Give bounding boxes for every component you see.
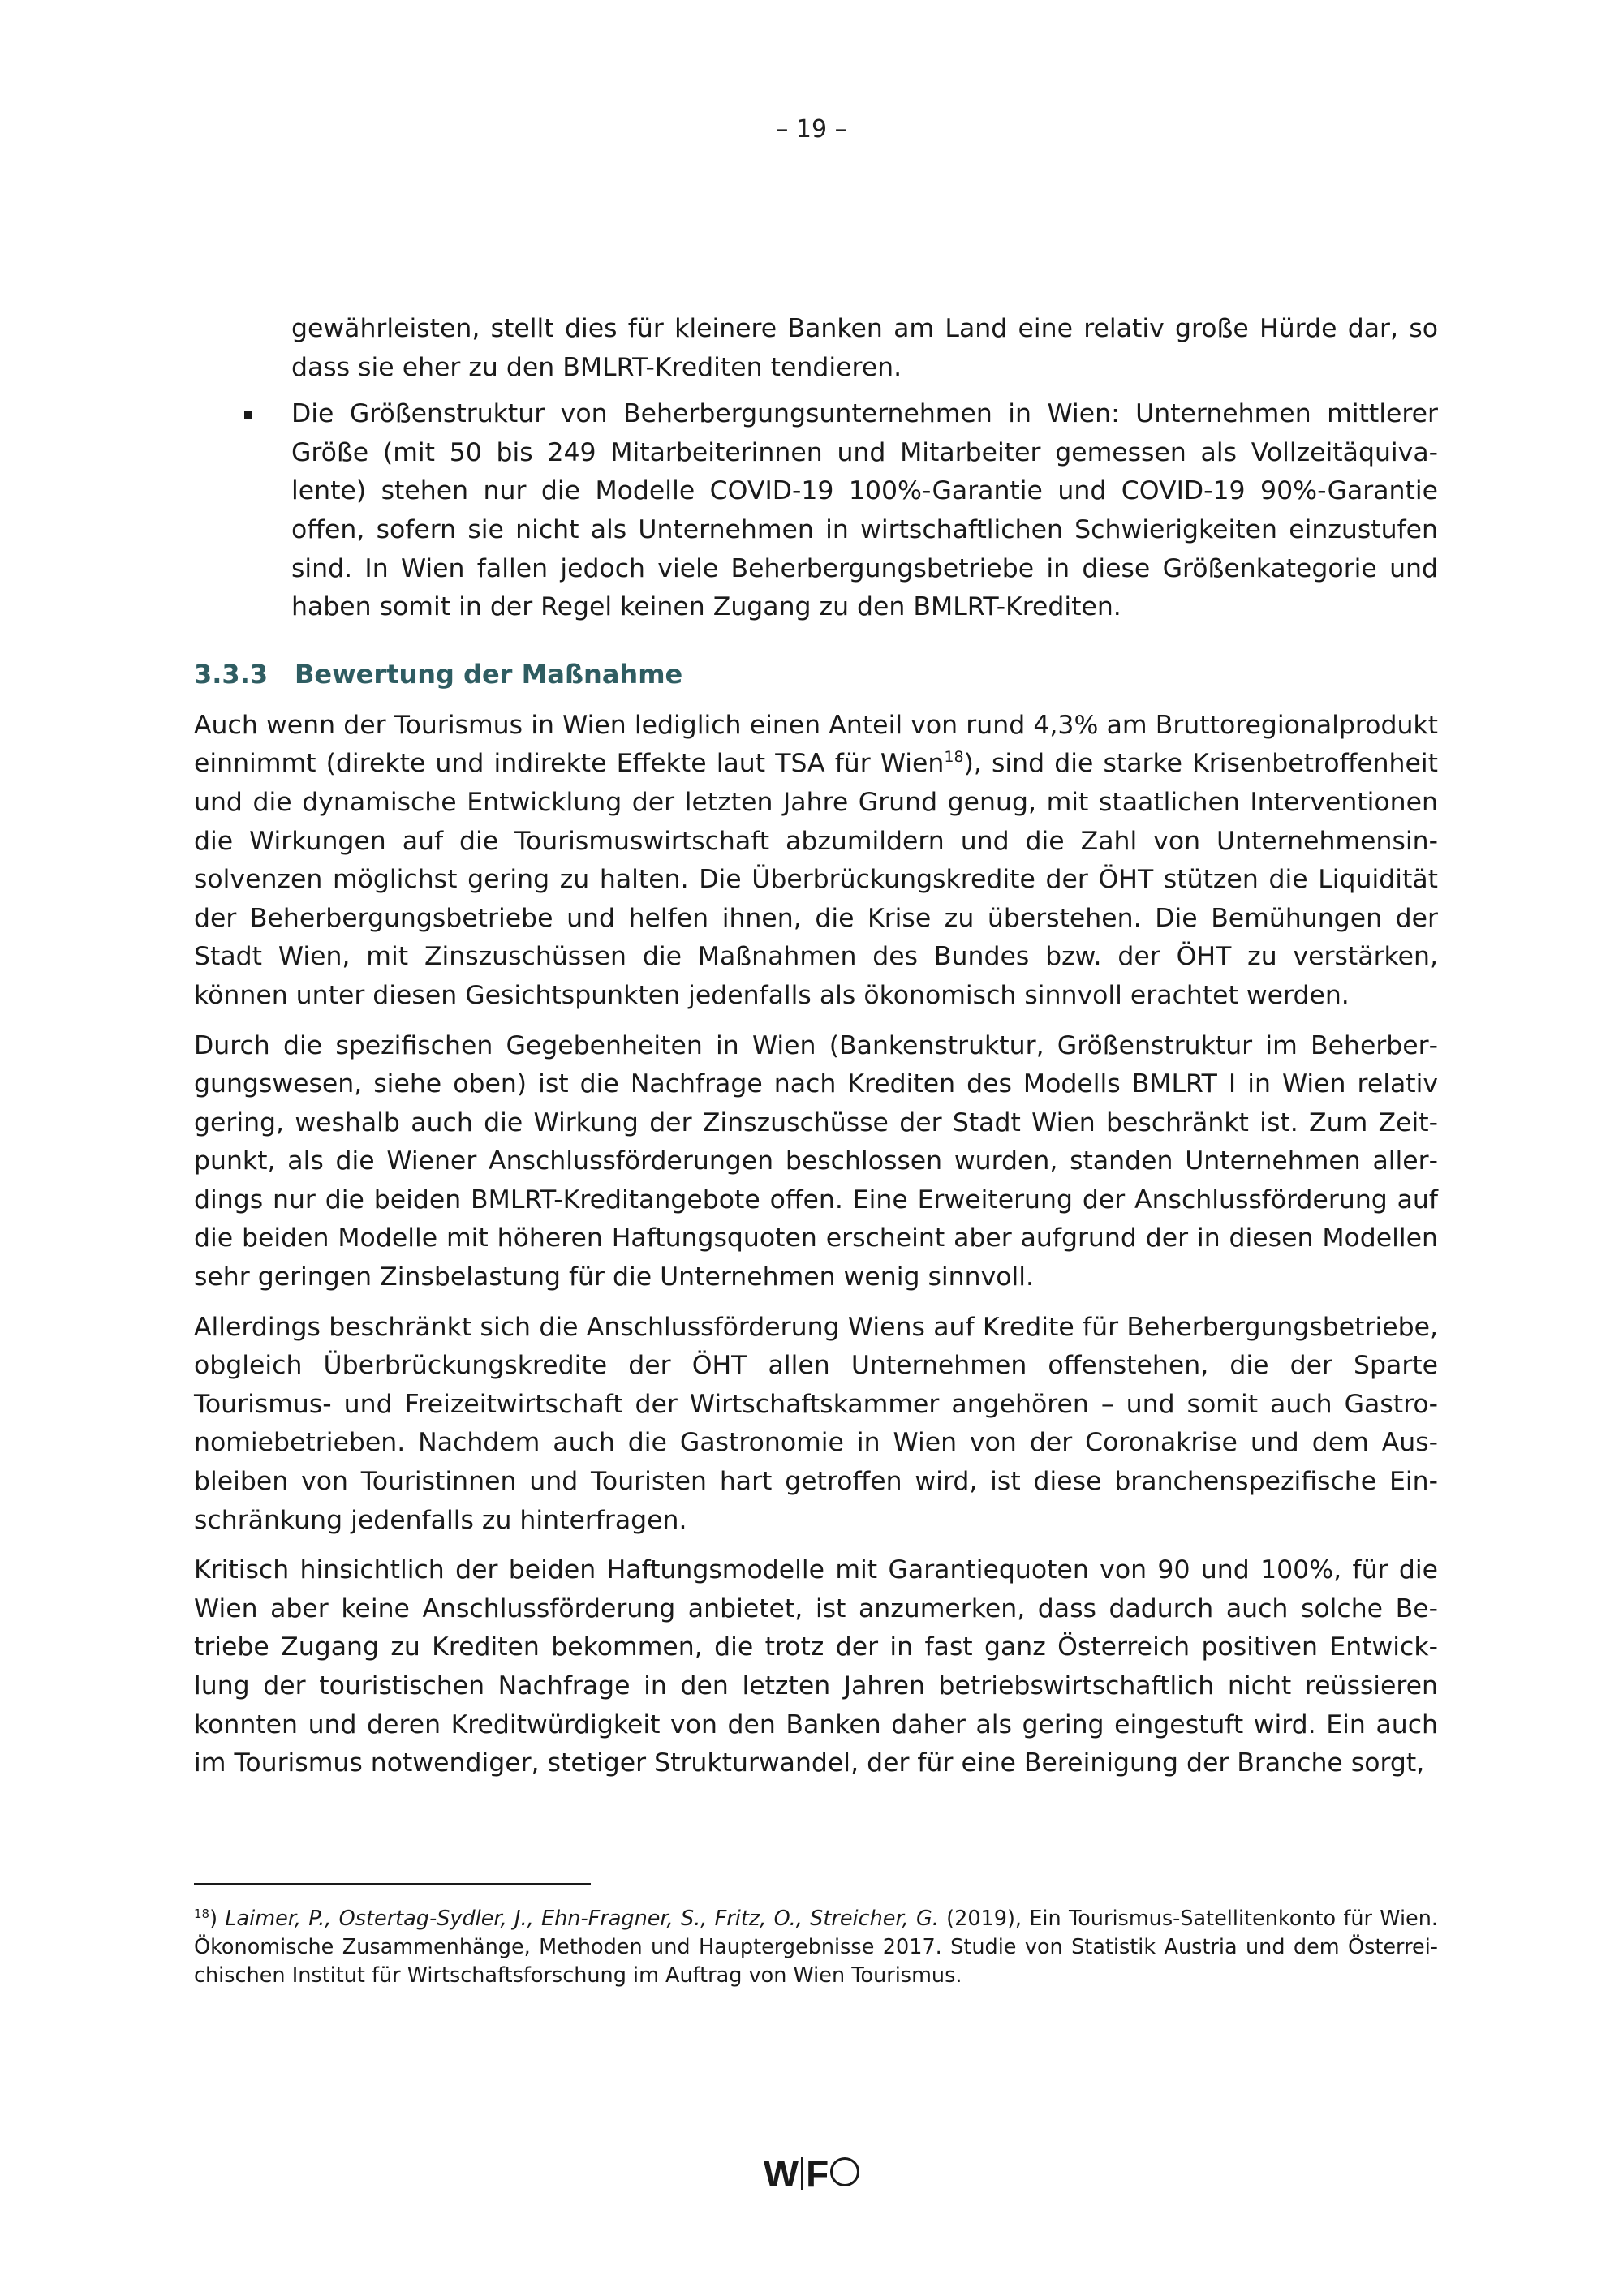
- logo-bar-icon: [801, 2157, 803, 2190]
- bullet-square-icon: [244, 411, 252, 419]
- list-item-text: Die Größenstruktur von Beherbergungsunternehmen in Wien: Unternehmen mittlerer Größe (mit 50 bis 249 Mitarbeiterinnen und Mitarbeiter gemessen als Vollzeitäquivalente) stehen nur die Modelle COVID-19 100%-Garantie und COVID-19 90%-Garantie offen, sofern sie nicht als Unternehmen in wirtschaftlichen Schwierigkeiten einzustufen sind. In Wien fallen jedoch viele Beherbergungsbetriebe in diese Größenkategorie und haben somit in der Regel keinen Zugang zu den BMLRT-Krediten.: [291, 399, 1438, 622]
- logo-ring-icon: [830, 2157, 859, 2186]
- section-heading: [194, 655, 1438, 694]
- paragraph-2: Durch die spezifischen Gegebenheiten in Wien (Bankenstruktur, Größenstruktur im Beherbergungswesen, siehe oben) ist die Nachfrage nach Krediten des Modells BMLRT I in Wien relativ gering, weshalb auch die Wirkung der Zinszuschüsse der Stadt Wien beschränkt ist. Zum Zeitpunkt, als die Wiener Anschlussförderungen beschlossen wurden, standen Unternehmen allerdings nur die beiden BMLRT-Kreditangebote offen. Eine Erweiterung der Anschlussförderung auf die beiden Modelle mit höheren Haftungsquoten erscheint aber aufgrund der in diesen Modellen sehr geringen Zinsbelastung für die Unternehmen wenig sinnvoll.: [194, 1030, 1438, 1292]
- section-title: Bewertung der Maßnahme: [295, 658, 683, 690]
- document-body: [194, 310, 1438, 1795]
- list-item: [194, 395, 1438, 627]
- logo-letter-f: F: [806, 2152, 829, 2195]
- paragraph-3: Allerdings beschränkt sich die Anschlussförderung Wiens auf Kredite für Beherbergungsbetriebe, obgleich Überbrückungskredite der ÖHT allen Unternehmen offenstehen, die der Sparte Tourismus- und Freizeitwirtschaft der Wirtschaftskammer angehören – und somit auch Gastronomiebetrieben. Nachdem auch die Gastronomie in Wien von der Coronakrise und dem Ausbleiben von Touristinnen und Touristen hart getroffen wird, ist diese branchenspezifische Einschränkung jedenfalls zu hinterfragen.: [194, 1312, 1438, 1535]
- footnote-marker: 18: [194, 1907, 210, 1921]
- bullet-list: [194, 395, 1438, 627]
- footnote: $^{18}$) Laimer, P., Ostertag-Sydler, J., Ehn-Fragner, S., Fritz, O., Streicher, G. (2019), Ein Tourismus-Satellitenkonto für Wien. Ökonomische Zusammenhänge, Methoden und Hauptergebnisse 2017. Studie von Statistik Austria und dem Österreichischen Institut für Wirtschaftsforschung im Auftrag von Wien Tourismus.: [194, 1907, 1438, 1988]
- paragraph-1: [194, 707, 1438, 1016]
- wifo-logo: [0, 2152, 1623, 2195]
- logo-letter-w: W: [763, 2152, 799, 2195]
- paragraph-1-text-a: Auch wenn der Tourismus in Wien lediglich einen Anteil von rund 4,3% am Bruttoregionalprodukt einnimmt (direkte und indirekte Effekte laut TSA für Wien: [194, 710, 1438, 779]
- footnote-reference[interactable]: 18: [944, 748, 964, 767]
- footnote-authors: Laimer, P., Ostertag-Sydler, J., Ehn-Fragner, S., Fritz, O., Streicher, G.: [225, 1907, 939, 1931]
- page-number: – 19 –: [776, 115, 847, 144]
- section-number: 3.3.3: [194, 658, 269, 690]
- footnote-text: (2019), Ein Tourismus-Satellitenkonto für Wien. Ökonomische Zusammenhänge, Methoden und Hauptergebnisse 2017. Studie von Statistik Austria und dem Österreichischen Institut für Wirtschaftsforschung im Auftrag von Wien Tourismus.: [194, 1907, 1438, 1988]
- paragraph-4: Kritisch hinsichtlich der beiden Haftungsmodelle mit Garantiequoten von 90 und 100%, für die Wien aber keine Anschlussförderung anbietet, ist anzumerken, dass dadurch auch solche Betriebe Zugang zu Krediten bekommen, die trotz der in fast ganz Österreich positiven Entwicklung der touristischen Nachfrage in den letzten Jahren betriebswirtschaftlich nicht reüssieren konnten und deren Kreditwürdigkeit von den Banken daher als gering eingestuft wird. Ein auch im Tourismus notwendiger, stetiger Strukturwandel, der für eine Bereinigung der Branche sorgt,: [194, 1555, 1438, 1778]
- paragraph-1-text-b: ), sind die starke Krisenbetroffenheit und die dynamische Entwicklung der letzten Jahre Grund genug, mit staatlichen Interventionen die Wirkungen auf die Tourismuswirtschaft abzumildern und die Zahl von Unternehmensinsolvenzen möglichst gering zu halten. Die Überbrückungskredite der ÖHT stützen die Liquidität der Beherbergungsbetriebe und helfen ihnen, die Krise zu überstehen. Die Bemühungen der Stadt Wien, mit Zinszuschüssen die Maßnahmen des Bundes bzw. der ÖHT zu verstärken, können unter diesen Gesichtspunkten jedenfalls als ökonomisch sinnvoll erachtet werden.: [194, 749, 1438, 1010]
- footnote-separator: [194, 1883, 591, 1885]
- continuation-paragraph: gewährleisten, stellt dies für kleinere Banken am Land eine relativ große Hürde dar, so dass sie eher zu den BMLRT-Krediten tendieren.: [291, 314, 1438, 382]
